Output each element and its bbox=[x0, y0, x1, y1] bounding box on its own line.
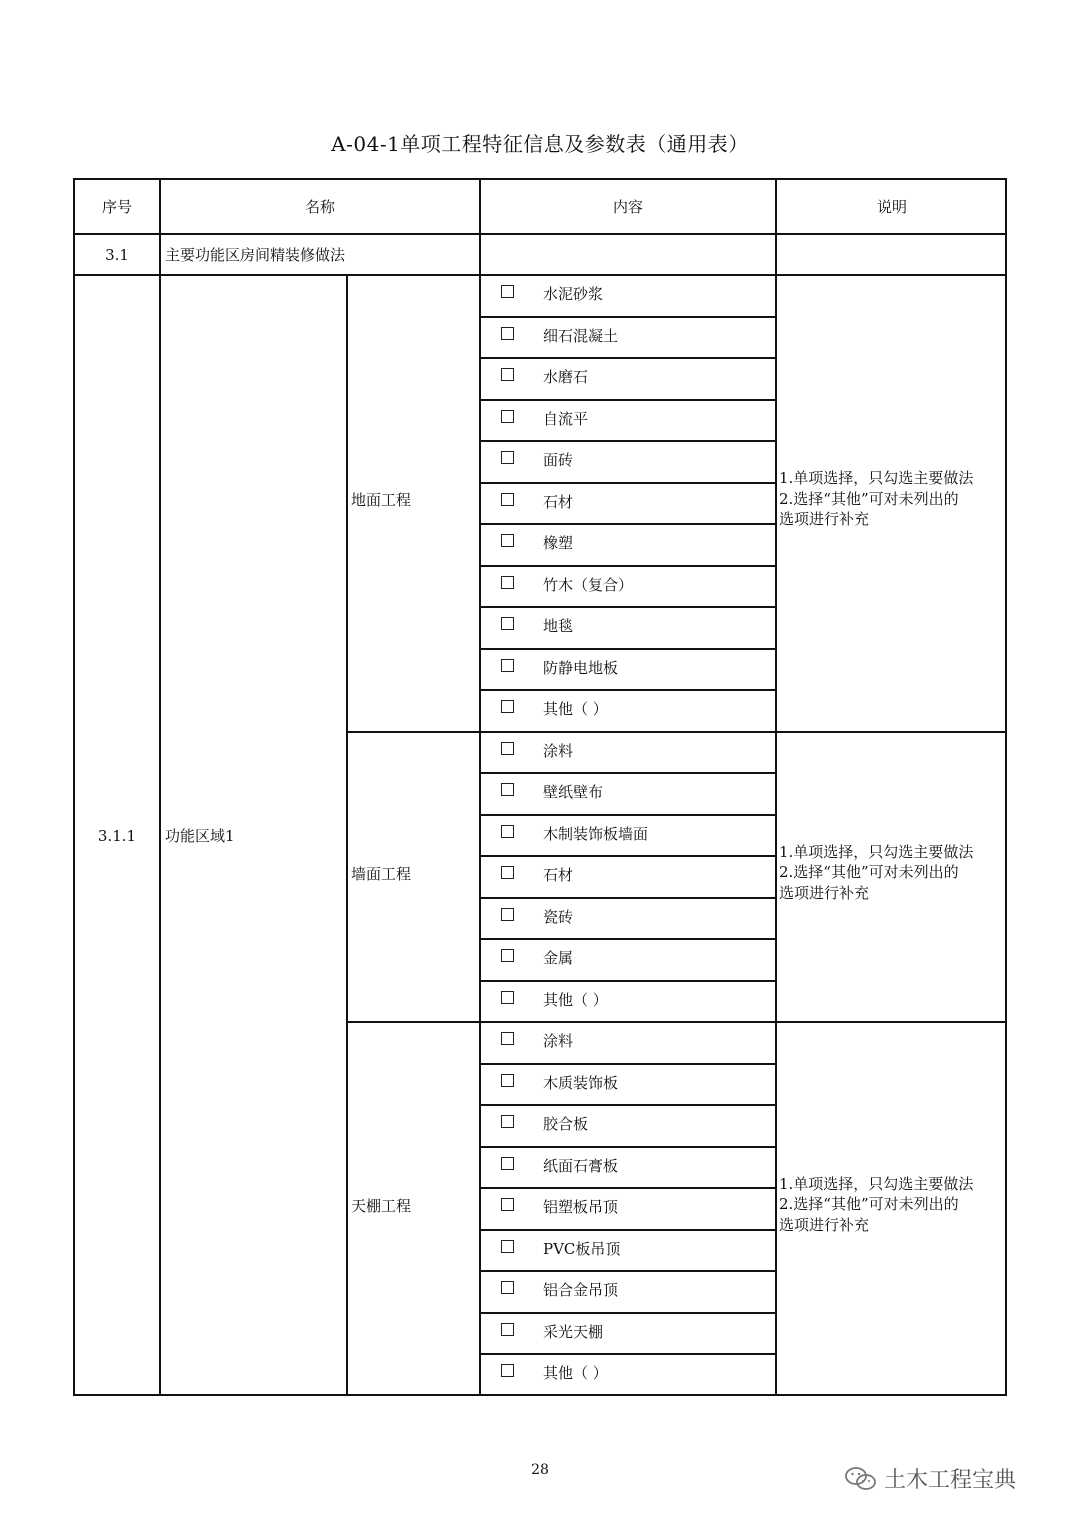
option-label: 水泥砂浆 bbox=[543, 285, 604, 303]
option-checkbox[interactable] bbox=[501, 742, 514, 755]
option-label: 面砖 bbox=[543, 451, 574, 469]
item-divider bbox=[479, 1104, 775, 1106]
group-note-line: 1.单项选择，只勾选主要做法 bbox=[779, 842, 974, 861]
group-note-line: 2.选择“其他”可对未列出的 bbox=[779, 489, 959, 508]
item-divider bbox=[479, 897, 775, 899]
group-name-floor: 地面工程 bbox=[351, 491, 412, 510]
option-checkbox[interactable] bbox=[501, 1074, 514, 1087]
item-divider bbox=[479, 980, 775, 982]
col-divider-subname bbox=[346, 274, 348, 1396]
option-label: 胶合板 bbox=[543, 1115, 589, 1133]
option-label: 木质装饰板 bbox=[543, 1073, 619, 1092]
group-note-line: 选项进行补充 bbox=[779, 510, 870, 529]
item-divider bbox=[479, 606, 775, 608]
item-divider bbox=[479, 482, 775, 484]
option-checkbox[interactable] bbox=[501, 534, 514, 547]
header-divider bbox=[73, 233, 1007, 235]
option-label: 其他（ ） bbox=[543, 1364, 608, 1382]
option-label: PVC板吊顶 bbox=[543, 1239, 621, 1258]
option-checkbox[interactable] bbox=[501, 1157, 514, 1170]
option-label: 自流平 bbox=[543, 409, 589, 428]
item-divider bbox=[479, 1063, 775, 1065]
watermark-text: 土木工程宝典 bbox=[884, 1468, 1017, 1493]
item-divider bbox=[479, 523, 775, 525]
item-divider bbox=[479, 1312, 775, 1314]
row-3-1-divider bbox=[73, 274, 1007, 276]
option-checkbox[interactable] bbox=[501, 285, 514, 298]
option-checkbox[interactable] bbox=[501, 866, 514, 879]
item-divider bbox=[479, 440, 775, 442]
option-checkbox[interactable] bbox=[501, 410, 514, 423]
item-divider bbox=[479, 1146, 775, 1148]
group-note-line: 2.选择“其他”可对未列出的 bbox=[779, 863, 959, 882]
group-note-line: 2.选择“其他”可对未列出的 bbox=[779, 1195, 959, 1214]
item-divider bbox=[479, 357, 775, 359]
spec-table bbox=[73, 178, 1007, 1396]
option-checkbox[interactable] bbox=[501, 1281, 514, 1294]
wechat-icon bbox=[844, 1466, 878, 1492]
option-checkbox[interactable] bbox=[501, 700, 514, 713]
option-checkbox[interactable] bbox=[501, 825, 514, 838]
option-checkbox[interactable] bbox=[501, 908, 514, 921]
item-divider bbox=[479, 565, 775, 567]
option-checkbox[interactable] bbox=[501, 1240, 514, 1253]
option-label: 其他（ ） bbox=[543, 990, 608, 1009]
option-label: 采光天棚 bbox=[543, 1322, 604, 1341]
item-divider bbox=[479, 316, 775, 318]
option-label: 木制装饰板墙面 bbox=[543, 824, 649, 843]
page-number: 28 bbox=[531, 1462, 549, 1478]
option-label: 壁纸壁布 bbox=[543, 783, 604, 801]
option-checkbox[interactable] bbox=[501, 368, 514, 381]
option-label: 竹木（复合） bbox=[543, 575, 634, 594]
option-checkbox[interactable] bbox=[501, 783, 514, 796]
item-divider bbox=[479, 772, 775, 774]
item-divider bbox=[479, 689, 775, 691]
option-checkbox[interactable] bbox=[501, 451, 514, 464]
option-label: 涂料 bbox=[543, 1032, 574, 1050]
option-checkbox[interactable] bbox=[501, 1323, 514, 1336]
row-3-1-seq: 3.1 bbox=[105, 246, 129, 264]
option-label: 地毯 bbox=[543, 617, 574, 635]
header-name: 名称 bbox=[304, 198, 335, 216]
option-checkbox[interactable] bbox=[501, 1364, 514, 1377]
row-3-1-1-seq: 3.1.1 bbox=[97, 827, 137, 845]
item-divider bbox=[479, 1270, 775, 1272]
group-name-wall: 墙面工程 bbox=[351, 864, 412, 883]
item-divider bbox=[479, 1229, 775, 1231]
option-label: 细石混凝土 bbox=[543, 326, 619, 345]
group-note-line: 1.单项选择，只勾选主要做法 bbox=[779, 469, 974, 488]
item-divider bbox=[479, 1353, 775, 1355]
watermark bbox=[844, 1463, 1016, 1494]
option-label: 铝合金吊顶 bbox=[543, 1281, 619, 1299]
col-divider-seq bbox=[159, 178, 161, 1396]
option-checkbox[interactable] bbox=[501, 1032, 514, 1045]
option-checkbox[interactable] bbox=[501, 1198, 514, 1211]
item-divider bbox=[479, 648, 775, 650]
option-label: 纸面石膏板 bbox=[543, 1156, 619, 1175]
item-divider bbox=[479, 938, 775, 940]
header-content: 内容 bbox=[612, 198, 643, 216]
page-title: A-04-1单项工程特征信息及参数表（通用表） bbox=[331, 132, 749, 156]
row-3-1-1-name: 功能区域1 bbox=[165, 827, 235, 845]
option-checkbox[interactable] bbox=[501, 617, 514, 630]
option-label: 瓷砖 bbox=[543, 907, 574, 926]
header-seq: 序号 bbox=[101, 198, 132, 216]
group-name-ceiling: 天棚工程 bbox=[351, 1196, 412, 1215]
option-checkbox[interactable] bbox=[501, 576, 514, 589]
option-label: 石材 bbox=[543, 866, 574, 884]
col-divider-content bbox=[775, 178, 777, 1396]
option-checkbox[interactable] bbox=[501, 1115, 514, 1128]
option-label: 金属 bbox=[543, 949, 574, 967]
group-divider bbox=[346, 731, 1007, 733]
header-note: 说明 bbox=[876, 198, 907, 216]
option-label: 其他（ ） bbox=[543, 700, 608, 718]
item-divider bbox=[479, 1187, 775, 1189]
item-divider bbox=[479, 855, 775, 857]
option-checkbox[interactable] bbox=[501, 327, 514, 340]
group-note-line: 选项进行补充 bbox=[779, 883, 870, 902]
item-divider bbox=[479, 814, 775, 816]
group-divider bbox=[346, 1021, 1007, 1023]
option-label: 橡塑 bbox=[543, 534, 574, 552]
item-divider bbox=[479, 399, 775, 401]
option-label: 石材 bbox=[543, 492, 574, 511]
group-note-line: 1.单项选择，只勾选主要做法 bbox=[779, 1174, 974, 1193]
col-divider-name bbox=[479, 178, 481, 1396]
option-label: 防静电地板 bbox=[543, 658, 619, 677]
option-checkbox[interactable] bbox=[501, 493, 514, 506]
row-3-1-name: 主要功能区房间精装修做法 bbox=[165, 246, 346, 264]
option-checkbox[interactable] bbox=[501, 659, 514, 672]
option-label: 涂料 bbox=[543, 741, 574, 760]
option-label: 铝塑板吊顶 bbox=[543, 1198, 619, 1216]
option-checkbox[interactable] bbox=[501, 949, 514, 962]
option-checkbox[interactable] bbox=[501, 991, 514, 1004]
group-note-line: 选项进行补充 bbox=[779, 1215, 870, 1234]
option-label: 水磨石 bbox=[543, 368, 589, 386]
